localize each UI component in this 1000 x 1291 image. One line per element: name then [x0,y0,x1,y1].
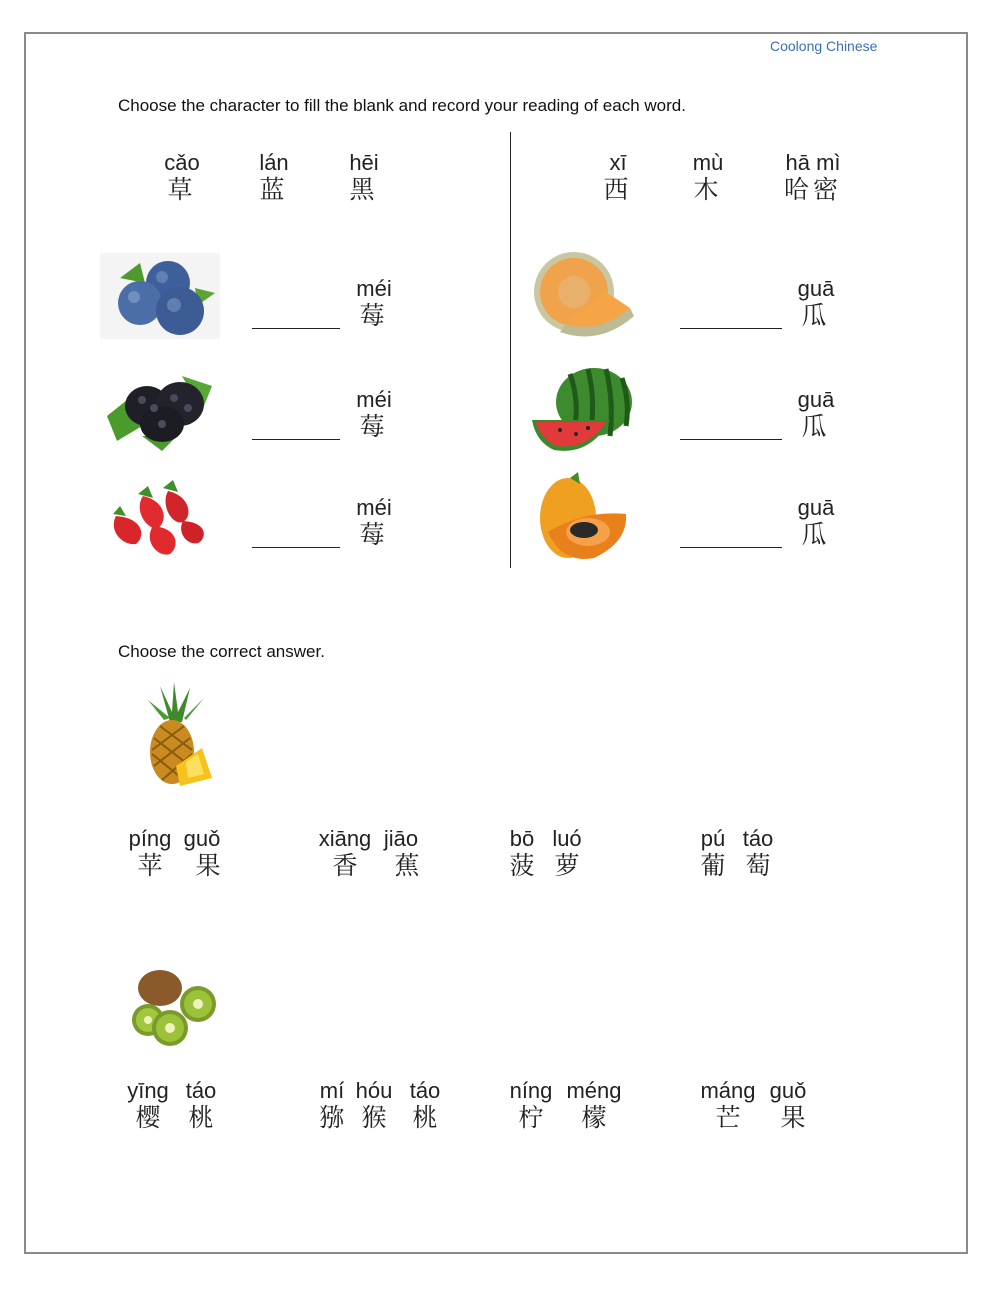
syllable-mei-1: méi 莓 [356,276,392,330]
blank-blueberry[interactable] [252,328,340,329]
instruction-fill-blank: Choose the character to fill the blank and record your reading of each word. [118,96,686,115]
answer-boluo[interactable]: bō luó 菠 萝 [509,826,582,880]
strawberry-image [98,476,218,560]
pineapple-image [140,682,216,790]
blackberry-image [102,366,218,452]
answer-pingguo[interactable]: píng guǒ 苹 果 [128,826,221,880]
blueberry-image [100,253,220,339]
cantaloupe-image [530,246,636,346]
option-lan[interactable]: lán 蓝 [259,150,289,204]
syllable-mei-2: méi 莓 [356,387,392,441]
option-hei[interactable]: hēi 黑 [349,150,379,204]
instruction-choose-answer: Choose the correct answer. [118,642,325,661]
kiwi-image [128,966,218,1048]
watermelon-image [530,364,636,454]
blank-strawberry[interactable] [252,547,340,548]
answer-yingtao[interactable]: yīng táo 樱 桃 [127,1078,217,1132]
answer-mihoutao[interactable]: mí hóu táo 猕 猴 桃 [319,1078,441,1132]
answer-ningmeng[interactable]: níng méng 柠 檬 [509,1078,622,1132]
option-hami[interactable]: hā mì 哈密 [783,150,842,204]
answer-putao[interactable]: pú táo 葡 萄 [700,826,774,880]
syllable-mei-3: méi 莓 [356,495,392,549]
column-divider [510,132,511,568]
option-mu[interactable]: mù 木 [692,150,724,204]
papaya-image [534,472,630,564]
blank-watermelon[interactable] [680,439,782,440]
blank-cantaloupe[interactable] [680,328,782,329]
blank-papaya[interactable] [680,547,782,548]
answer-mangguo[interactable]: máng guǒ 芒 果 [700,1078,807,1132]
option-cao[interactable]: cǎo 草 [164,150,200,204]
blank-blackberry[interactable] [252,439,340,440]
syllable-gua-2: guā 瓜 [797,387,835,441]
answer-xiangjiao[interactable]: xiāng jiāo 香 蕉 [318,826,420,880]
brand-label: Coolong Chinese [770,38,878,54]
option-xi[interactable]: xī 西 [603,150,633,204]
syllable-gua-1: guā 瓜 [797,276,835,330]
syllable-gua-3: guā 瓜 [797,495,835,549]
